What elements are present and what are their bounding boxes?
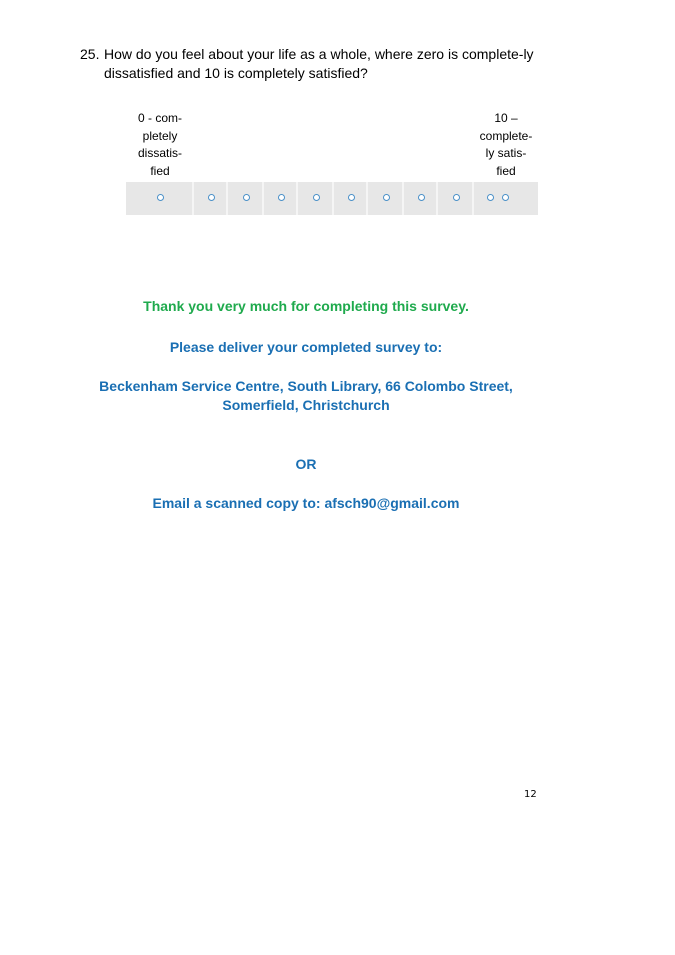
scale-radio-10[interactable] — [502, 194, 509, 201]
deliver-heading: Please deliver your completed survey to: — [169, 339, 443, 355]
page-number: 12 — [524, 789, 537, 800]
scale-radio-6[interactable] — [383, 194, 390, 201]
thank-you-message: Thank you very much for completing this survey. — [143, 298, 469, 314]
email-instruction: Email a scanned copy to: afsch90@gmail.com — [152, 495, 460, 511]
satisfaction-scale — [126, 110, 538, 215]
scale-radio-2[interactable] — [243, 194, 250, 201]
scale-radio-0[interactable] — [157, 194, 164, 201]
scale-radio-row — [126, 182, 538, 215]
scale-divider — [296, 182, 298, 215]
question-25 — [80, 45, 550, 83]
scale-divider — [472, 182, 474, 215]
scale-radio-3[interactable] — [278, 194, 285, 201]
scale-divider — [226, 182, 228, 215]
scale-labels — [126, 110, 538, 182]
scale-label-max: 10 – complete- ly satis- fied — [479, 111, 533, 178]
scale-radio-4[interactable] — [313, 194, 320, 201]
address-line-2: Somerfield, Christchurch — [222, 397, 390, 413]
scale-radio-8[interactable] — [453, 194, 460, 201]
address-line-1: Beckenham Service Centre, South Library, 66 Colombo Street, — [99, 378, 513, 394]
scale-radio-7[interactable] — [418, 194, 425, 201]
scale-radio-5[interactable] — [348, 194, 355, 201]
question-number: 25. — [80, 46, 100, 62]
scale-label-min: 0 - com- pletely dissatis- fied — [137, 111, 182, 178]
scale-divider — [402, 182, 404, 215]
scale-radio-9[interactable] — [487, 194, 494, 201]
scale-divider — [332, 182, 334, 215]
scale-radio-1[interactable] — [208, 194, 215, 201]
scale-divider — [192, 182, 194, 215]
or-separator: OR — [295, 456, 317, 472]
scale-divider — [366, 182, 368, 215]
question-text: How do you feel about your life as a whole, where zero is complete-ly dissatisfied and 10 is completely satisfied? — [104, 46, 534, 81]
scale-divider — [436, 182, 438, 215]
scale-divider — [262, 182, 264, 215]
